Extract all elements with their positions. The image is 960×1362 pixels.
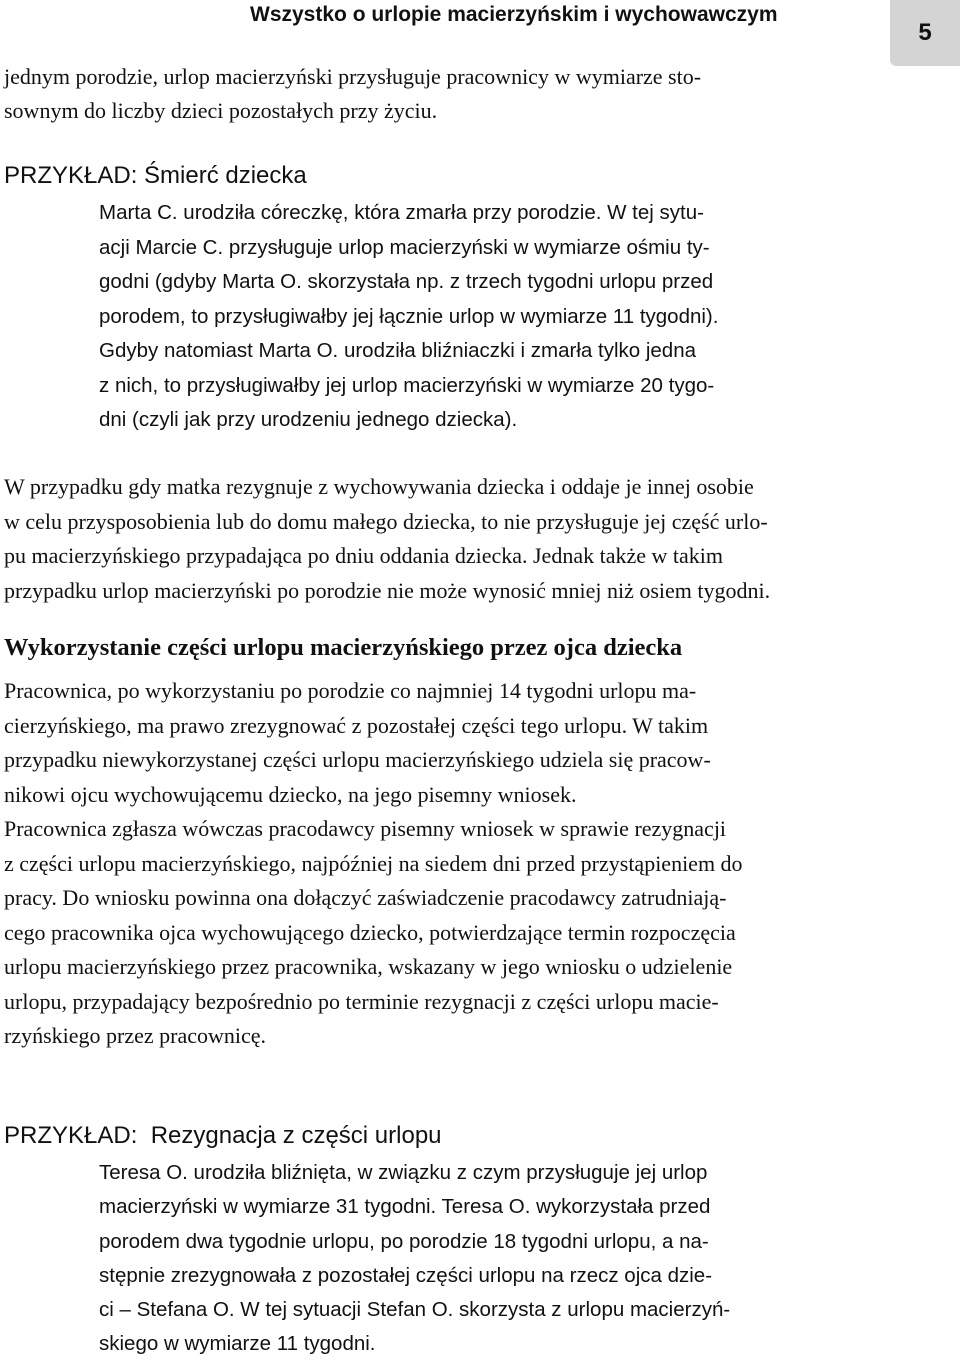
intro-paragraph: [4, 60, 810, 128]
text-line: cego pracownika ojca wychowującego dziecko, potwierdzające termin rozpoczęcia: [4, 919, 736, 945]
text-line: z nich, to przysługiwałby jej urlop macierzyński w wymiarze 20 tygo-: [99, 373, 715, 397]
page-number-tab: 5: [890, 0, 960, 66]
section-heading: Wykorzystanie części urlopu macierzyńskiego przez ojca dziecka: [4, 634, 683, 661]
text-line: ci – Stefana O. W tej sytuacji Stefan O. skorzysta z urlopu macierzyń-: [99, 1298, 731, 1322]
text-line: skiego w wymiarze 11 tygodni.: [99, 1332, 376, 1356]
running-header-title: Wszystko o urlopie macierzyńskim i wychowawczym: [250, 3, 778, 26]
example-body: [99, 1156, 799, 1362]
text-line: urlopu macierzyńskiego przez pracownika, wskazany w jego wniosku o udzielenie: [4, 954, 733, 979]
text-line: dni (czyli jak przy urodzeniu jednego dziecka).: [99, 408, 518, 431]
text-line: sownym do liczby dzieci pozostałych przy życiu.: [4, 98, 438, 123]
text-line: w celu przysposobienia lub do domu małego dziecka, to nie przysługuje jej część urlo-: [4, 508, 768, 534]
text-line: Pracownica zgłasza wówczas pracodawcy pisemny wniosek w sprawie rezygnacji: [4, 816, 727, 841]
text-line: przypadku niewykorzystanej części urlopu macierzyńskiego udziela się pracow-: [4, 747, 711, 772]
text-line: jednym porodzie, urlop macierzyński przysługuje pracownicy w wymiarze sto-: [4, 64, 702, 89]
body-paragraph: [4, 674, 810, 1054]
text-line: Teresa O. urodziła bliźnięta, w związku z czym przysługuje jej urlop: [99, 1161, 708, 1184]
body-paragraph: [4, 470, 810, 608]
example-body: [99, 196, 799, 438]
text-line: macierzyński w wymiarze 31 tygodni. Teresa O. wykorzystała przed: [99, 1195, 711, 1219]
text-line: W przypadku gdy matka rezygnuje z wychowywania dziecka i oddaje je innej osobie: [4, 474, 754, 499]
example-heading: PRZYKŁAD: Śmierć dziecka: [4, 162, 307, 189]
text-line: z części urlopu macierzyńskiego, najpóźniej na siedem dni przed przystąpieniem do: [4, 850, 743, 876]
example-heading: PRZYKŁAD: Rezygnacja z części urlopu: [4, 1122, 442, 1149]
text-line: porodem dwa tygodnie urlopu, po porodzie 18 tygodni urlopu, a na-: [99, 1229, 709, 1253]
text-line: godni (gdyby Marta O. skorzystała np. z trzech tygodni urlopu przed: [99, 270, 714, 293]
text-line: przypadku urlop macierzyński po porodzie nie może wynosić mniej niż osiem tygodni.: [4, 577, 771, 603]
text-line: Gdyby natomiast Marta O. urodziła bliźniaczki i zmarła tylko jedna: [99, 339, 697, 362]
text-line: Marta C. urodziła córeczkę, która zmarła przy porodzie. W tej sytu-: [99, 201, 704, 224]
text-line: nikowi ojcu wychowującemu dziecko, na jego pisemny wniosek.: [4, 781, 577, 807]
text-line: urlopu, przypadający bezpośrednio po terminie rezygnacji z części urlopu macie-: [4, 988, 719, 1014]
text-line: stępnie zrezygnowała z pozostałej części urlopu na rzecz ojca dzie-: [99, 1263, 713, 1287]
text-line: Pracownica, po wykorzystaniu po porodzie co najmniej 14 tygodni urlopu ma-: [4, 678, 697, 703]
text-line: pu macierzyńskiego przypadająca po dniu oddania dziecka. Jednak także w takim: [4, 543, 723, 568]
text-line: rzyńskiego przez pracownicę.: [4, 1023, 267, 1048]
text-line: acji Marcie C. przysługuje urlop macierzyński w wymiarze ośmiu ty-: [99, 235, 710, 259]
text-line: pracy. Do wniosku powinna ona dołączyć zaświadczenie pracodawcy zatrudniają-: [4, 885, 727, 910]
text-line: porodem, to przysługiwałby jej łącznie urlop w wymiarze 11 tygodni).: [99, 304, 719, 328]
text-line: cierzyńskiego, ma prawo zrezygnować z pozostałej części tego urlopu. W takim: [4, 712, 709, 738]
